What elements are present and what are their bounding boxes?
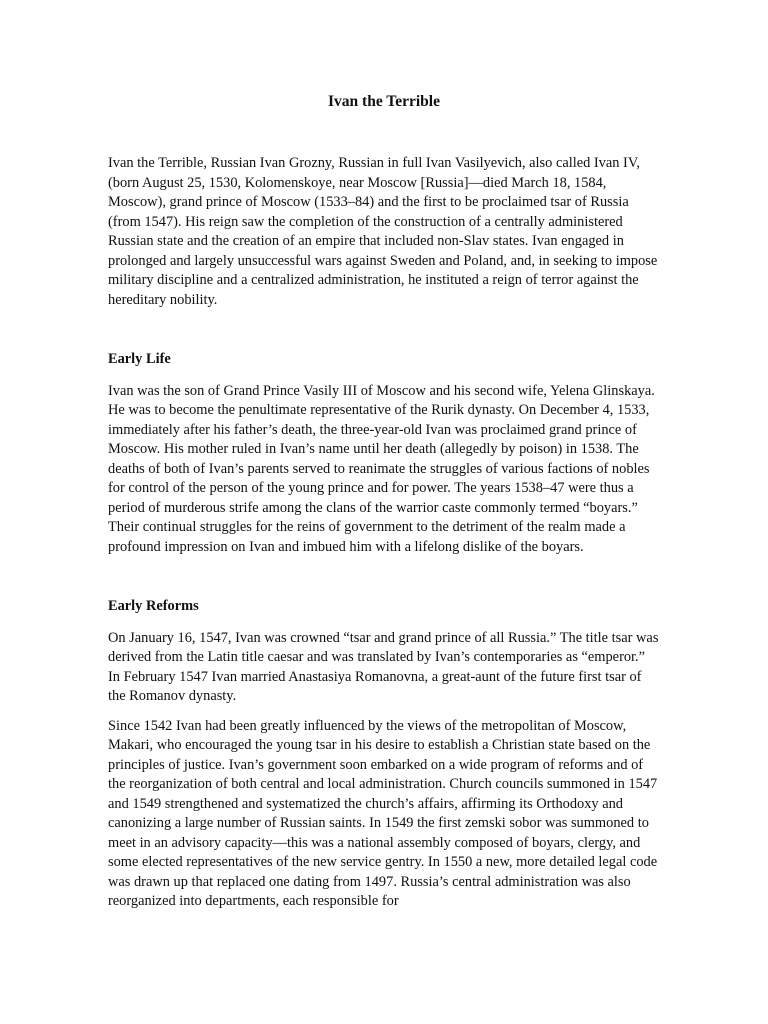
document-title: Ivan the Terrible	[328, 93, 440, 110]
early-reforms-paragraph-1: On January 16, 1547, Ivan was crowned “tsar and grand prince of all Russia.” The title tsar was derived from the Latin title caesar and was translated by Ivan’s contemporaries as “emperor.” In February 1547 Ivan married Anastasiya Romanovna, a great-aunt of the future first tsar of the Romanov dynasty.	[108, 629, 659, 704]
section-spacer	[108, 557, 660, 597]
document-body	[108, 154, 660, 912]
early-life-paragraph: Ivan was the son of Grand Prince Vasily III of Moscow and his second wife, Yelena Glinskaya. He was to become the penultimate representative of the Rurik dynasty. On December 4, 1533, immediately after his father’s death, the three-year-old Ivan was proclaimed grand prince of Moscow. His mother ruled in Ivan’s name until her death (allegedly by poison) in 1538. The deaths of both of Ivan’s parents served to reanimate the struggles of various factions of nobles for control of the person of the young prince and for power. The years 1538–47 were thus a period of murderous strife among the clans of the warrior caste commonly termed “boyars.” Their continual struggles for the reins of government to the detriment of the realm made a profound impression on Ivan and imbued him with a lifelong dislike of the boyars.	[108, 382, 655, 555]
early-reforms-paragraph-2: Since 1542 Ivan had been greatly influenced by the views of the metropolitan of Moscow, Makari, who encouraged the young tsar in his desire to establish a Christian state based on the principles of justice. Ivan’s government soon embarked on a wide program of reforms and of the reorganization of both central and local administration. Church councils summoned in 1547 and 1549 strengthened and systematized the church’s affairs, affirming its Orthodoxy and canonizing a large number of Russian saints. In 1549 the first zemski sobor was summoned to meet in an advisory capacity—this was a national assembly composed of boyars, clergy, and some elected representatives of the new service gentry. In 1550 a new, more detailed legal code was drawn up that replaced one dating from 1497. Russia’s central administration was also reorganized into departments, each responsible for	[108, 717, 658, 909]
section-spacer	[108, 310, 660, 350]
section-early-life	[108, 350, 660, 557]
heading-spacer	[108, 617, 660, 629]
section-early-reforms	[108, 597, 660, 912]
paragraph-spacer	[108, 707, 660, 717]
intro-paragraph: Ivan the Terrible, Russian Ivan Grozny, Russian in full Ivan Vasilyevich, also called Ivan IV, (born August 25, 1530, Kolomenskoye, near Moscow [Russia]—died March 18, 1584, Moscow), grand prince of Moscow (1533–84) and the first to be proclaimed tsar of Russia (from 1547). His reign saw the completion of the construction of a centrally administered Russian state and the creation of an empire that included non-Slav states. Ivan engaged in prolonged and largely unsuccessful wars against Sweden and Poland, and, in seeking to impose military discipline and a centralized administration, he instituted a reign of terror against the hereditary nobility.	[108, 155, 658, 308]
heading-spacer	[108, 370, 660, 382]
section-heading-early-reforms: Early Reforms	[108, 598, 199, 614]
section-heading-early-life: Early Life	[108, 351, 171, 367]
